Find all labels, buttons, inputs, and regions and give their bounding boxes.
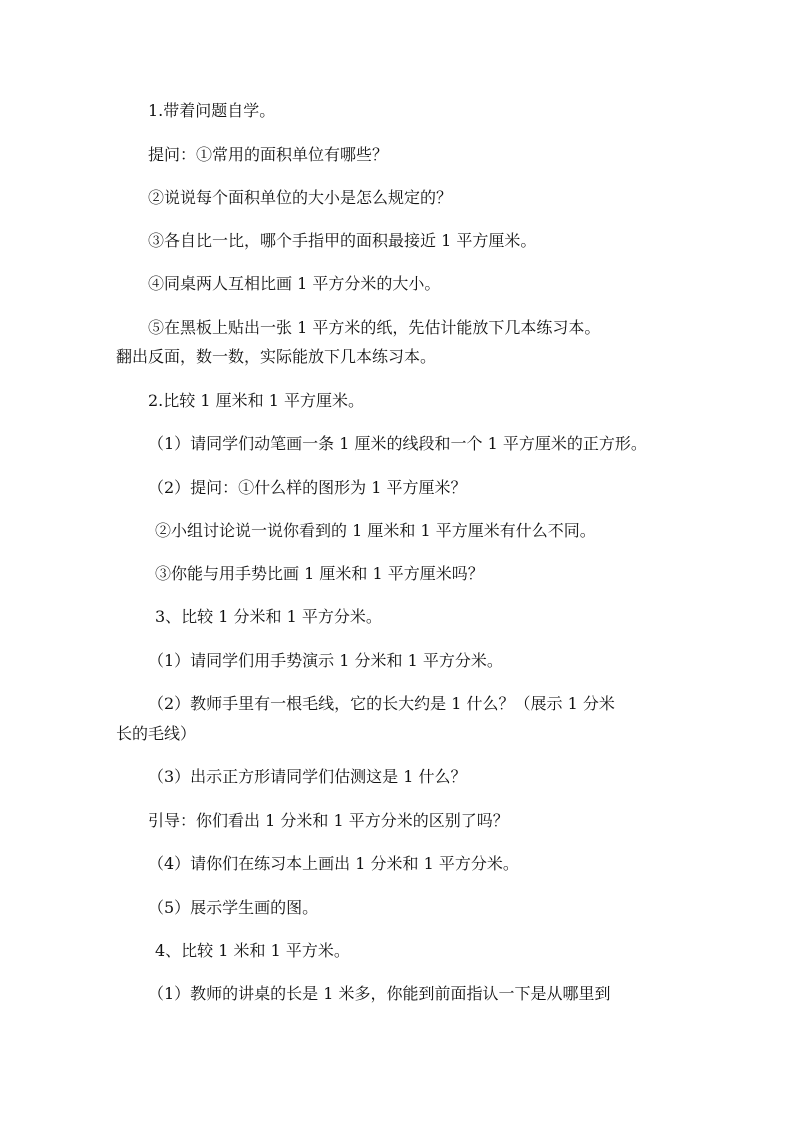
heading-self-study: 1.带着问题自学。: [148, 101, 276, 120]
compare-cm-question-3: ③你能与用手势比画 1 厘米和 1 平方厘米吗？: [155, 564, 484, 583]
compare-dm-step-5: （5）展示学生画的图。: [148, 898, 319, 917]
compare-dm-step-1: （1）请同学们用手势演示 1 分米和 1 平方分米。: [148, 651, 503, 670]
compare-dm-step-2-continued: 长的毛线）: [116, 724, 197, 743]
question-2: ②说说每个面积单位的大小是怎么规定的？: [148, 188, 453, 207]
heading-compare-m: 4、比较 1 米和 1 平方米。: [155, 941, 350, 960]
compare-dm-guide: 引导：你们看出 1 分米和 1 平方分米的区别了吗？: [148, 811, 509, 830]
compare-cm-step-2: （2）提问：①什么样的图形为 1 平方厘米？: [148, 478, 467, 497]
compare-m-step-1: （1）教师的讲桌的长是 1 米多，你能到前面指认一下是从哪里到: [148, 984, 611, 1003]
question-4: ④同桌两人互相比画 1 平方分米的大小。: [148, 274, 441, 293]
compare-dm-step-4: （4）请你们在练习本上画出 1 分米和 1 平方分米。: [148, 854, 519, 873]
compare-cm-step-1: （1）请同学们动笔画一条 1 厘米的线段和一个 1 平方厘米的正方形。: [148, 434, 647, 453]
compare-dm-step-2: （2）教师手里有一根毛线，它的长大约是 1 什么？（展示 1 分米: [148, 694, 615, 713]
heading-compare-dm: 3、比较 1 分米和 1 平方分米。: [155, 607, 382, 626]
compare-cm-question-2: ②小组讨论说一说你看到的 1 厘米和 1 平方厘米有什么不同。: [155, 521, 596, 540]
question-5-continued: 翻出反面，数一数，实际能放下几本练习本。: [116, 347, 437, 366]
compare-dm-step-3: （3）出示正方形请同学们估测这是 1 什么？: [148, 767, 467, 786]
question-3: ③各自比一比，哪个手指甲的面积最接近 1 平方厘米。: [148, 231, 537, 250]
heading-compare-cm: 2.比较 1 厘米和 1 平方厘米。: [148, 391, 364, 410]
question-5: ⑤在黑板上贴出一张 1 平方米的纸，先估计能放下几本练习本。: [148, 318, 601, 337]
question-intro: 提问：①常用的面积单位有哪些？: [148, 145, 389, 164]
